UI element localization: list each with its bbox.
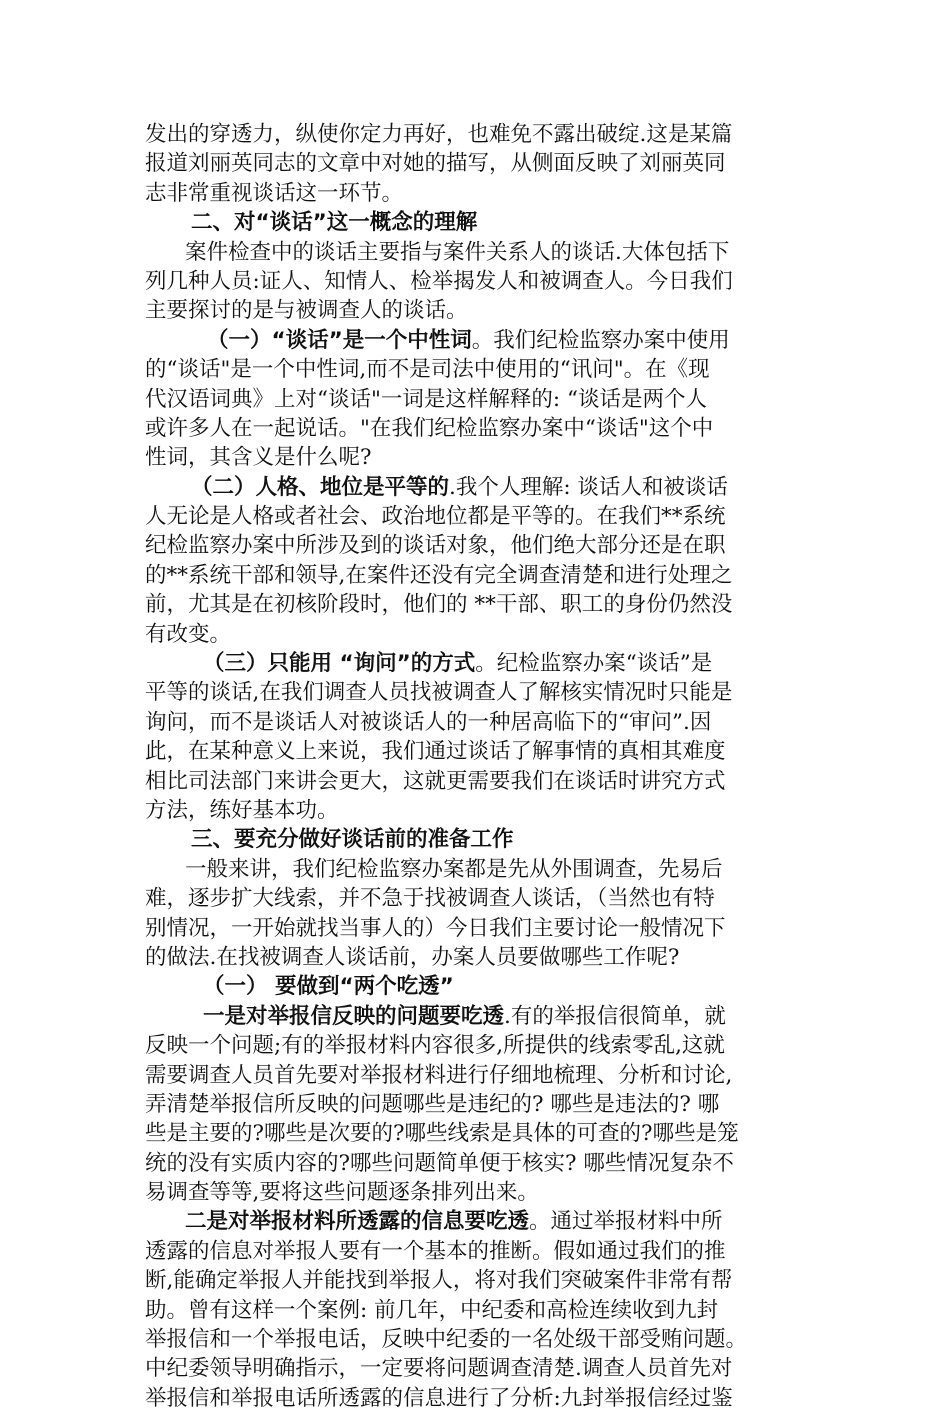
text-line — [145, 914, 815, 943]
bold-heading-text: 二、对“谈话”这一概念的理解 — [191, 210, 478, 236]
body-text: 相比司法部门来讲会更大，这就更需要我们在谈话时讲究方式 — [145, 768, 726, 794]
text-line — [145, 1296, 815, 1325]
body-text: 主要探讨的是与被调查人的谈话。 — [145, 298, 468, 324]
body-text: 的**系统干部和领导,在案件还没有完全调查清楚和进行处理之 — [145, 562, 733, 588]
text-line — [145, 561, 815, 590]
bold-heading-text: 三、要充分做好谈话前的准备工作 — [191, 827, 514, 853]
text-line — [145, 1325, 815, 1354]
text-line — [145, 1090, 815, 1119]
text-line — [145, 149, 815, 178]
body-text: .我个人理解: 谈话人和被谈话 — [449, 474, 728, 500]
text-line — [145, 1002, 815, 1031]
text-line — [145, 649, 815, 678]
body-text: 或许多人在一起说话。"在我们纪检监察办案中“谈话"这个中 — [145, 415, 714, 441]
text-line — [145, 884, 815, 913]
text-line — [145, 1178, 815, 1207]
text-line — [145, 443, 815, 472]
text-line — [145, 1149, 815, 1178]
text-line — [145, 1119, 815, 1148]
body-text: 举报信和一个举报电话，反映中纪委的一名处级干部受贿问题。 — [145, 1327, 748, 1353]
text-line — [145, 767, 815, 796]
body-text: 性词，其含义是什么呢? — [145, 445, 372, 471]
body-text: 报道刘丽英同志的文章中对她的描写，从侧面反映了刘丽英同 — [145, 151, 726, 177]
text-line — [145, 620, 815, 649]
body-text: 一般来讲，我们纪检监察办案都是先从外围调查，先易后 — [185, 856, 723, 882]
body-text: 。通过举报材料中所 — [529, 1209, 723, 1235]
text-line — [145, 825, 815, 854]
text-line — [145, 855, 815, 884]
body-text: 方法，练好基本功。 — [145, 797, 339, 823]
text-line — [145, 972, 815, 1001]
text-line — [145, 1266, 815, 1295]
text-line — [145, 590, 815, 619]
body-text: 举报信和举报电话所透露的信息进行了分析:九封举报信经过鉴 — [145, 1385, 733, 1411]
text-line — [145, 326, 815, 355]
body-text: 助。曾有这样一个案例: 前几年，中纪委和高检连续收到九封 — [145, 1297, 719, 1323]
body-text: 需要调查人员首先要对举报材料进行仔细地梳理、分析和讨论, — [145, 1062, 733, 1088]
body-text: 询问，而不是谈话人对被谈话人的一种居高临下的“审问”.因 — [145, 709, 712, 735]
text-line — [145, 1237, 815, 1266]
text-line — [145, 267, 815, 296]
body-text: 前，尤其是在初核阶段时，他们的 **干部、职工的身份仍然没 — [145, 592, 733, 618]
document-body — [145, 120, 815, 1413]
body-text: .有的举报信很简单，就 — [504, 1003, 726, 1029]
text-line — [145, 385, 815, 414]
text-line — [145, 531, 815, 560]
body-text: 中纪委领导明确指示，一定要将问题调查清楚.调查人员首先对 — [145, 1356, 733, 1382]
text-line — [145, 1207, 815, 1236]
body-text: 志非常重视谈话这一环节。 — [145, 180, 404, 206]
body-text: 些是主要的?哪些是次要的?哪些线索是具体的可查的?哪些是笼 — [145, 1121, 739, 1147]
body-text: 人无论是人格或者社会、政治地位都是平等的。在我们**系统 — [145, 504, 726, 530]
body-text: 。纪检监察办案“谈话”是 — [475, 651, 713, 677]
bold-heading-text: （二）人格、地位是平等的 — [191, 474, 450, 500]
text-line — [145, 1384, 815, 1413]
text-line — [145, 1031, 815, 1060]
text-line — [145, 1061, 815, 1090]
body-text: 断,能确定举报人并能找到举报人，将对我们突破案件非常有帮 — [145, 1268, 733, 1294]
body-text: 纪检监察办案中所涉及到的谈话对象，他们绝大部分还是在职 — [145, 533, 726, 559]
text-line — [145, 473, 815, 502]
body-text: 弄清楚举报信所反映的问题哪些是违纪的? 哪些是违法的? 哪 — [145, 1091, 720, 1117]
bold-heading-text: （一）“谈话”是一个中性词 — [207, 327, 472, 353]
text-line — [145, 737, 815, 766]
text-line — [145, 120, 815, 149]
text-line — [145, 678, 815, 707]
body-text: 反映一个问题;有的举报材料内容很多,所提供的线索零乱,这就 — [145, 1033, 725, 1059]
body-text: 的做法.在找被调查人谈话前，办案人员要做哪些工作呢? — [145, 944, 680, 970]
text-line — [145, 1354, 815, 1383]
text-line — [145, 502, 815, 531]
bold-heading-text: （一） 要做到“两个吃透” — [203, 974, 454, 1000]
text-line — [145, 708, 815, 737]
body-text: 案件检查中的谈话主要指与案件关系人的谈话.大体包括下 — [185, 239, 730, 265]
body-text: 此，在某种意义上来说，我们通过谈话了解事情的真相其难度 — [145, 739, 726, 765]
body-text: 。我们纪检监察办案中使用 — [471, 327, 730, 353]
bold-heading-text: 二是对举报材料所透露的信息要吃透 — [185, 1209, 530, 1235]
text-line — [145, 179, 815, 208]
body-text: 易调查等等,要将这些问题逐条排列出来。 — [145, 1180, 539, 1206]
body-text: 代汉语词典》上对“谈话"一词是这样解释的: “谈话是两个人 — [145, 386, 707, 412]
text-line — [145, 238, 815, 267]
body-text: 别情况，一开始就找当事人的）今日我们主要讨论一般情况下 — [145, 915, 726, 941]
text-line — [145, 355, 815, 384]
text-line — [145, 296, 815, 325]
text-line — [145, 414, 815, 443]
body-text: 平等的谈话,在我们调查人员找被调查人了解核实情况时只能是 — [145, 680, 733, 706]
text-line — [145, 943, 815, 972]
body-text: 有改变。 — [145, 621, 232, 647]
body-text: 列几种人员:证人、知情人、检举揭发人和被调查人。今日我们 — [145, 268, 733, 294]
body-text: 统的没有实质内容的?哪些问题简单便于核实? 哪些情况复杂不 — [145, 1150, 734, 1176]
body-text: 的“谈话"是一个中性词,而不是司法中使用的“讯问"。在《现 — [145, 357, 710, 383]
bold-heading-text: （三）只能用 “询问”的方式 — [203, 651, 476, 677]
body-text: 发出的穿透力，纵使你定力再好，也难免不露出破绽.这是某篇 — [145, 122, 733, 147]
body-text: 透露的信息对举报人要有一个基本的推断。假如通过我们的推 — [145, 1238, 726, 1264]
bold-heading-text: 一是对举报信反映的问题要吃透 — [203, 1003, 505, 1029]
body-text: 难，逐步扩大线索，并不急于找被调查人谈话，（当然也有特 — [145, 886, 715, 912]
text-line — [145, 796, 815, 825]
text-line — [145, 208, 815, 237]
